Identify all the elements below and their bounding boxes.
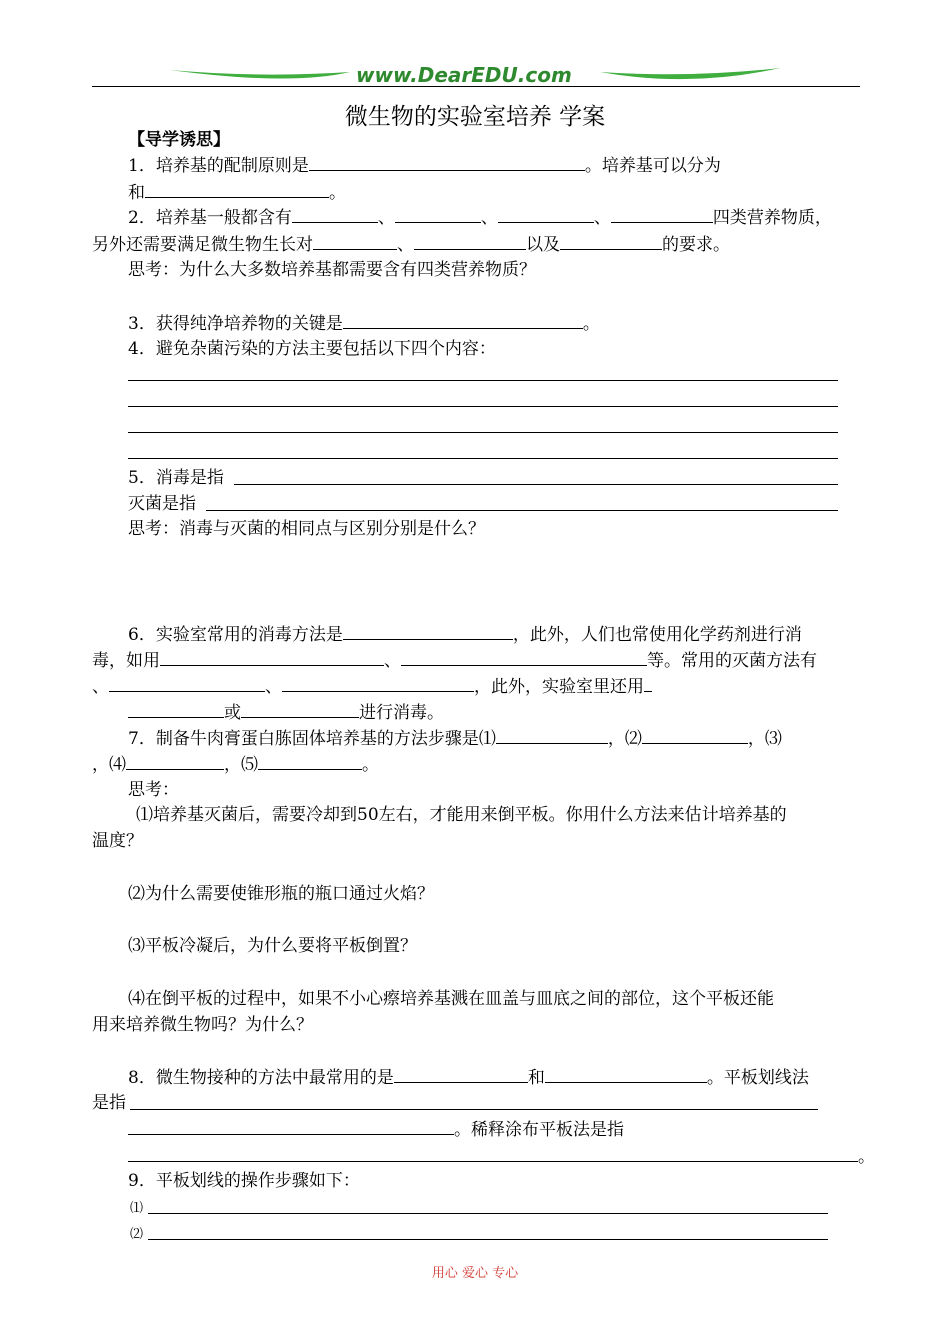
q8-blank-5[interactable] — [128, 1161, 858, 1162]
q2-text-d: 以及 — [526, 235, 560, 255]
q2-text-e: 的要求。 — [662, 235, 730, 255]
q6-sep: 、 — [384, 651, 401, 671]
q6-blank-1[interactable] — [343, 622, 513, 640]
q8-blank-4[interactable] — [128, 1117, 454, 1135]
q2-text-a: 2．培养基一般都含有 — [128, 208, 292, 228]
q8-line3 — [128, 1117, 624, 1142]
q3-blank[interactable] — [343, 311, 583, 329]
q6-sep: 、 — [92, 677, 109, 697]
q8-blank-1[interactable] — [394, 1065, 528, 1083]
q2-sep: 、 — [593, 208, 611, 228]
q6-blank-8[interactable] — [241, 700, 359, 718]
q8-blank-3[interactable] — [130, 1109, 818, 1110]
think-3-item-4: ⑷在倒平板的过程中，如果不小心瘵培养基溅在皿盖与皿底之间的部位，这个平板还能 — [128, 989, 774, 1009]
q5-sterilize-blank[interactable] — [206, 510, 838, 511]
q6-text-h: 进行消毒。 — [359, 703, 444, 723]
q2-blank-1[interactable] — [292, 205, 378, 223]
q4-answer-line[interactable] — [128, 406, 838, 407]
q6-text-g: 或 — [224, 703, 241, 723]
q8-text-b: 和 — [527, 1068, 545, 1088]
q9-item-2-blank[interactable] — [148, 1239, 828, 1240]
q1-line1 — [128, 153, 721, 178]
q6-line2 — [92, 648, 817, 673]
q4-answer-line[interactable] — [128, 432, 838, 433]
q6-line3 — [92, 674, 652, 699]
q6-text-b: ，此外，人们也常使用化学药剂进行消 — [512, 625, 802, 645]
q2-text-c: 另外还需要满足微生物生长对 — [92, 235, 313, 255]
section-heading: 【导学诱思】 — [128, 130, 230, 150]
q9-item-2-label: ⑵ — [130, 1227, 144, 1242]
think-3-item-3: ⑶平板冷凝后，为什么要将平板倒置？ — [128, 936, 417, 956]
q2-line2 — [92, 232, 730, 257]
q4-text: 4．避免杂菌污染的方法主要包括以下四个内容： — [128, 339, 496, 359]
q6-blank-4[interactable] — [109, 674, 265, 692]
q7-text-c: ，⑶ — [747, 729, 782, 749]
think-1: 思考：为什么大多数培养基都需要含有四类营养物质？ — [128, 260, 536, 280]
think-3-item-2: ⑵为什么需要使锥形瓶的瓶口通过火焰？ — [128, 884, 434, 904]
q2-sep: 、 — [397, 235, 414, 255]
q8-text-c: 。平板划线法 — [706, 1068, 809, 1088]
q7-text-a: 7．制备牛肉膏蛋白胨固体培养基的方法步骤是⑴ — [128, 729, 496, 749]
q6-text-d: 等。常用的灭菌方法有 — [647, 651, 817, 671]
q2-blank-6[interactable] — [414, 232, 526, 250]
q2-sep: 、 — [480, 208, 498, 228]
think-3-item-1: ⑴培养基灭菌后，需要冷却到50左右，才能用来倒平板。你用什么方法来估计培养基的 — [136, 805, 787, 825]
q6-blank-7[interactable] — [128, 700, 224, 718]
q3-line — [128, 311, 600, 336]
q7-blank-4[interactable] — [126, 752, 224, 770]
q2-line1 — [128, 205, 832, 230]
q7-line2 — [92, 752, 379, 777]
q9-text: 9．平板划线的操作步骤如下： — [128, 1171, 360, 1191]
q8-text-e: 。稀释涂布平板法是指 — [454, 1120, 624, 1140]
q4-answer-line[interactable] — [128, 458, 838, 459]
think-3-item-4-cont: 用来培养微生物吗？为什么？ — [92, 1015, 313, 1035]
q8-blank-2[interactable] — [545, 1065, 707, 1083]
q2-blank-3[interactable] — [498, 205, 594, 223]
q7-blank-2[interactable] — [642, 726, 748, 744]
q1-text-c: 和 — [128, 183, 145, 203]
footer-slogan: 用心 爱心 专心 — [431, 1266, 519, 1281]
q1-text-b: 。培养基可以分为 — [584, 156, 721, 176]
q9-item-1-label: ⑴ — [130, 1201, 144, 1216]
q7-text-d: ，⑷ — [92, 755, 126, 775]
q2-blank-4[interactable] — [611, 205, 713, 223]
q7-blank-5[interactable] — [258, 752, 362, 770]
q6-line4 — [128, 700, 444, 725]
q5-sterilize-label: 灭菌是指 — [128, 494, 196, 514]
q1-blank-2[interactable] — [145, 180, 329, 198]
q3-text-a: 3．获得纯净培养物的关键是 — [128, 314, 343, 334]
q2-blank-7[interactable] — [560, 232, 662, 250]
q6-blank-3[interactable] — [401, 648, 647, 666]
q6-line1 — [128, 622, 802, 647]
q4-answer-line[interactable] — [128, 380, 838, 381]
q6-sep: 、 — [265, 677, 282, 697]
q6-text-c: 毒，如用 — [92, 651, 160, 671]
q1-text-a: 1．培养基的配制原则是 — [128, 156, 309, 176]
q8-line2-label: 是指 — [92, 1093, 126, 1113]
think-2: 思考：消毒与灭菌的相同点与区别分别是什么？ — [128, 519, 485, 539]
q3-text-b: 。 — [582, 314, 600, 334]
q6-blank-6[interactable] — [644, 674, 652, 692]
q1-blank-1[interactable] — [309, 153, 585, 171]
think-3-item-1-cont: 温度？ — [92, 831, 143, 851]
q7-text-f: 。 — [362, 755, 379, 775]
q5-disinfect-blank[interactable] — [234, 484, 838, 485]
q7-text-e: ，⑸ — [224, 755, 258, 775]
q2-blank-5[interactable] — [313, 232, 397, 250]
q8-line1 — [128, 1065, 809, 1090]
q6-blank-5[interactable] — [282, 674, 474, 692]
q9-item-1-blank[interactable] — [148, 1213, 828, 1214]
q1-text-d: 。 — [329, 183, 346, 203]
q6-blank-2[interactable] — [160, 648, 384, 666]
q6-text-f: ，此外，实验室里还用 — [474, 677, 644, 697]
q2-blank-2[interactable] — [395, 205, 481, 223]
logo-text[interactable]: www.DearEDU.com — [356, 63, 572, 87]
q8-end: 。 — [858, 1147, 875, 1167]
q5-disinfect-label: 5．消毒是指 — [128, 468, 224, 488]
q7-line1 — [128, 726, 782, 751]
q1-line2 — [128, 180, 346, 205]
q2-text-b: 四类营养物质， — [712, 208, 832, 228]
think-3: 思考： — [128, 780, 179, 800]
q8-text-a: 8．微生物接种的方法中最常用的是 — [128, 1068, 394, 1088]
q7-text-b: ，⑵ — [607, 729, 642, 749]
q6-text-a: 6．实验室常用的消毒方法是 — [128, 625, 343, 645]
page-title: 微生物的实验室培养 学案 — [344, 104, 606, 130]
q7-blank-1[interactable] — [496, 726, 608, 744]
q2-sep: 、 — [377, 208, 395, 228]
